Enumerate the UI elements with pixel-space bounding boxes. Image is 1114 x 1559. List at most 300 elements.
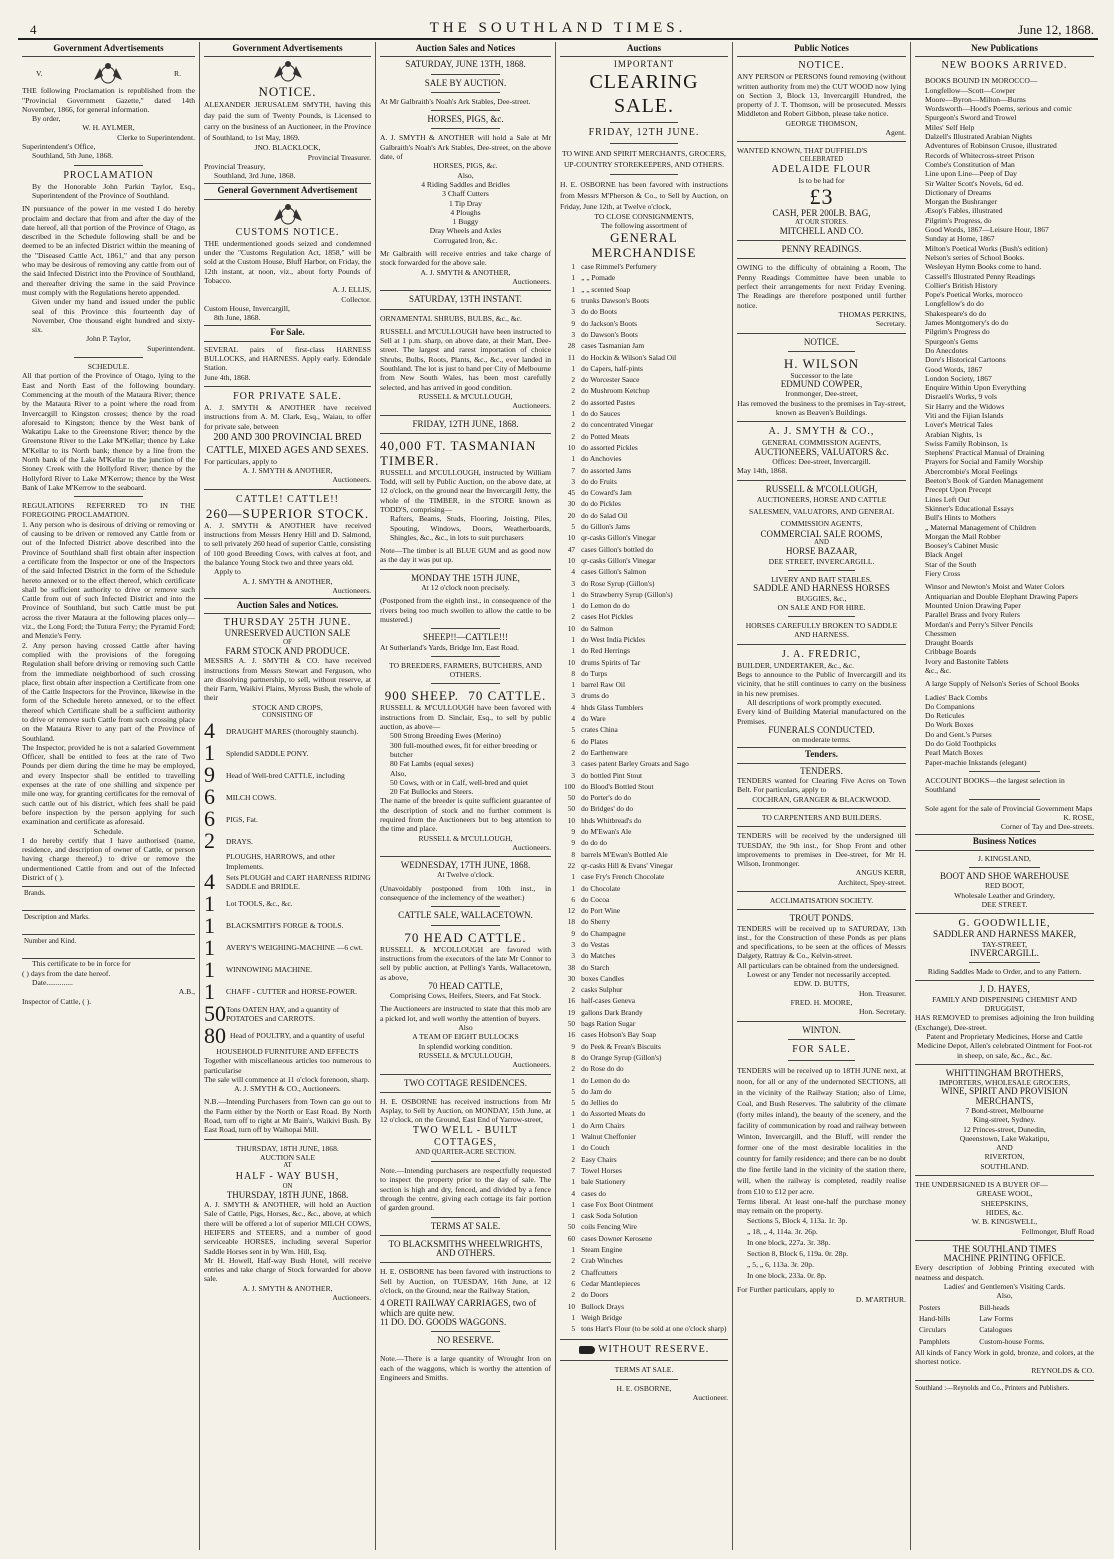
qty: 1	[571, 1109, 576, 1119]
table-row	[562, 804, 728, 813]
table-row	[917, 1325, 1092, 1334]
howell-note: Mr H. Howell, Half-way Bush Hotel, will receive entries and take charge of Stock forwarded for above sale.	[204, 1255, 371, 1284]
farm-sale-body: MESSRS A. J. SMYTH & CO. have received instructions from Messrs Stewart and Ferguson, who are dissolving partnership, to sell, without reserve, at their Farm, Waikivi Plains, Myross Bush, the whole of their	[204, 656, 371, 703]
table-row	[562, 1177, 728, 1186]
carpenters-body: TENDERS will be received by the undersigned till TUESDAY, the 9th inst., for Shop Front and other improvements to premises in Dee-street, for Mr H. Wilson, Ironmonger.	[737, 831, 906, 869]
item: do Sherry	[581, 917, 611, 927]
certificate-footer: ( ) days from the date hereof.	[22, 968, 111, 978]
secretary-title: Hon. Secretary.	[859, 1007, 906, 1017]
shrubs-heading: ORNAMENTAL SHRUBS, BULBS, &c., &c.	[380, 313, 522, 323]
list-item: „ 18, „ 4, 114a. 3r. 26p.	[747, 1227, 818, 1237]
stub-label: Number and Kind.	[22, 935, 195, 959]
item: do West India Pickles	[581, 634, 646, 644]
item-count: 4	[204, 718, 215, 744]
item: do assorted Pickles	[581, 442, 638, 452]
item: do Dawson's Boots	[581, 329, 638, 339]
qty: 2	[571, 397, 576, 407]
table-row	[562, 1279, 728, 1288]
qty: 3	[571, 307, 576, 317]
item: do Coward's Jam	[581, 488, 632, 498]
table-row	[562, 1234, 728, 1243]
section-heading: Auction Sales and Notices	[380, 42, 551, 57]
table-row	[562, 703, 728, 712]
item: do do Salad Oil	[581, 510, 628, 520]
cash-per-bag: CASH, PER 200LB. BAG,	[772, 208, 871, 219]
table-row	[562, 307, 728, 316]
book-item: Pilgrim's Progress do	[925, 327, 990, 337]
item: bags Ration Sugar	[581, 1019, 636, 1029]
qty: 10	[567, 815, 576, 825]
table-row	[562, 861, 728, 870]
qty: 1	[571, 1245, 576, 1255]
table-row	[917, 1337, 1092, 1346]
given-under-hand: Given under my hand and issued under the public seal of this Province this fourteenth day of November, One thousand eight hundred and sixty-six.	[32, 297, 195, 335]
qty: 8	[571, 849, 576, 859]
item: do Cocoa	[581, 894, 610, 904]
osborne-body: H. E. OSBORNE has been favored with instructions from Messrs M'Pherson & Co., to Sell by Auction, on Friday, June 12th, at Twelve o'clock,	[560, 179, 728, 211]
terms: TERMS AT SALE.	[430, 1220, 501, 1231]
fellmonger: Fellmonger, Bluff Road	[1021, 1226, 1094, 1236]
table-row	[562, 477, 728, 486]
winton-body: TENDERS will be received up to 18TH JUNE next, at noon, for all or any of the undernoted SECTIONS, all in the vicinity of the Railway Station; also of Lime, Coal, and Bush Reserves. The salubrity of the climate (forty miles inland), the beauty of the scenery, and the facility of communication by road and railway between Winton, Invercargill, and the Bluff, will render the former one of the most desirable localities in the country for family residence; and there can be no doubt the fine fertile land in the vicinity of the station there, will, when the railway is completed, readily realise from £10 to £12 per acre.	[737, 1065, 906, 1196]
table-row	[562, 646, 728, 655]
qty: 1	[571, 1312, 576, 1322]
signatory-title: Secretary.	[875, 319, 906, 329]
sale-date: THURSDAY 25TH JUNE.	[223, 617, 352, 629]
item-count: 6	[204, 806, 215, 832]
ironmonger: Ironmonger, Dee-street,	[785, 389, 858, 399]
all-kinds: All kinds of Fancy Work in gold, bronze, and colors, at the shortest notice.	[915, 1347, 1094, 1367]
terms-liberal: Terms liberal. At least one-half the purchase money may remain on the property.	[737, 1196, 906, 1216]
book-item: Shakespeare's do do	[925, 308, 987, 318]
qty: 3	[571, 691, 576, 701]
invercargill: INVERCARGILL.	[970, 947, 1039, 958]
ladies-item: Do Work Boxes	[925, 720, 974, 730]
custom-house-date: 8th June, 1868.	[214, 313, 261, 323]
qty: 7	[571, 1165, 576, 1175]
pointing-hand-icon	[579, 1346, 595, 1354]
section-heading: General Government Advertisement	[204, 183, 371, 199]
commence: The sale will commence at 11 o'clock forenoon, sharp.	[204, 1074, 370, 1084]
book-item: Morgan the Bushranger	[925, 197, 997, 207]
item: Chaffcutters	[581, 1267, 618, 1277]
cattle-headline: 200 AND 300 PROVINCIAL BRED CATTLE, MIXED AGES AND SEXES.	[206, 431, 369, 456]
section-heading: New Publications	[915, 42, 1094, 57]
book-item: Dictionary of Dreams	[925, 187, 992, 197]
auctioneer-name: H. E. OSBORNE,	[616, 1383, 672, 1393]
item-count: 1	[204, 740, 215, 766]
penny-readings: PENNY READINGS.	[781, 244, 862, 255]
superior-body: A. J. SMYTH & ANOTHER have received instructions from Messrs Henry Hill and D. Salmond, to sell privately 260 head of superior Cattle, consisting of 100 good Breeding Cows, with calves at foot, and the balance Young Stock two and three years old.	[204, 520, 371, 567]
qty: 1	[571, 262, 576, 272]
supply-item: Chessmen	[925, 628, 957, 638]
column-government-2	[200, 42, 375, 1550]
qty: 2	[571, 1290, 576, 1300]
household-furniture: HOUSEHOLD FURNITURE AND EFFECTS	[216, 1046, 359, 1056]
kingsland: J. KINGSLAND,	[978, 853, 1031, 863]
book-item: Dore's Historical Cartoons	[925, 355, 1006, 365]
address-line: 7 Bond-street, Melbourne	[965, 1105, 1044, 1115]
item: do Peek & Frean's Biscuits	[581, 1041, 661, 1051]
timber-headline: 40,000 FT. TASMANIAN TIMBER.	[380, 437, 537, 468]
qty: 1	[571, 284, 576, 294]
qty: 4	[571, 1188, 576, 1198]
book-item: Combe's Constitution of Man	[925, 159, 1015, 169]
russell-mccullough: RUSSELL & M'COLLOUGH,	[765, 483, 878, 494]
gca: GENERAL COMMISSION AGENTS,	[762, 438, 881, 448]
item: do Matches	[581, 951, 616, 961]
table-row	[562, 1155, 728, 1164]
book-item: Good Words, 1867—Leisure Hour, 1867	[925, 225, 1049, 235]
customs-body: THE undermentioned goods seized and condemned under the "Customs Regulation Act, 1858," will be sold at the Custom House, Bluff Harbor, on Friday, the 12th instant, at noon, viz., about forty Pounds of Tobacco.	[204, 238, 371, 285]
general-merchandise: GENERAL MERCHANDISE	[591, 230, 697, 261]
stub-label: Description and Marks.	[22, 911, 195, 935]
cottage-note: Note.—Intending purchasers are respectfully requested to inspect the property prior to the day of sale. The section is high and dry, fenced, and divided by a fence through the centre, giving each cottage its fair portion of garden ground.	[380, 1166, 551, 1213]
architect-name: ANGUS KERR,	[855, 868, 906, 878]
list-item: 300 full-mouthed ewes, fit for either breeding or butcher	[390, 740, 538, 759]
table-row	[562, 680, 728, 689]
breeder-note: The name of the breeder is quite sufficient guarantee of the description of stock and no further comment is required from the Auctioneers but to beg attention to the time and place.	[380, 796, 551, 834]
list-item: 80 Fat Lambs (equal sexes)	[390, 759, 474, 769]
item: do Vestas	[581, 940, 610, 949]
auctioneer-title: Auctioneers.	[512, 401, 551, 411]
item: do Rose do do	[581, 1064, 624, 1074]
cowper: EDMUND COWPER,	[780, 379, 863, 390]
sheep-body: RUSSELL & M'CULLOUGH have been favored with instructions from D. Sinclair, Esq., to sell by public auction, as above—	[380, 703, 551, 732]
item: do do Fruits	[581, 476, 617, 486]
print-item: Bill-heads	[979, 1302, 1010, 1312]
book-item: Beeton's Book of Garden Management	[925, 476, 1044, 486]
item: do Red Herrings	[581, 646, 630, 656]
book-item: Æsop's Fables, illustrated	[925, 206, 1003, 216]
buggies: BUGGIES, &c.,	[796, 593, 847, 603]
signatory: W. H. AYLMER,	[82, 123, 135, 133]
by-order: By order,	[32, 114, 61, 124]
item: Steam Engine	[581, 1245, 623, 1255]
times-printing: THE SOUTHLAND TIMES	[952, 1243, 1057, 1254]
qty: 10	[567, 555, 576, 565]
book-item: Sunday at Home, 1867	[925, 234, 995, 244]
table-row	[562, 895, 728, 904]
sutherland: At Sutherland's Yards, Bridge Inn, East Road.	[380, 642, 519, 652]
table-row	[562, 985, 728, 994]
removed: Has removed the business to the premises in Tay-street, known as Beaven's Buildings.	[737, 398, 906, 418]
account-books: ACCOUNT BOOKS—the largest selection in Southland	[925, 775, 1065, 795]
apply-to: Apply to	[214, 567, 241, 577]
collector-name: A. J. ELLIS,	[332, 285, 371, 295]
hayes-body: HAS REMOVED to premises adjoining the Iron building (Exchange), Dee-street.	[915, 1013, 1094, 1032]
regulation-2: 2. Any person having crossed Cattle after having complied with the provisions of the foregoing Regulation shall before driving or removing such Cattle from the immediate neighborhood of such crossing place, first obtain after inspection a Certificate from one of the Cattle Inspectors for the Province, likewise in the form of the Schedule hereto annexed, or to the effect thereof which Certificate shall be a sufficient authority to drive or remove such Cattle from such crossing place on the Mataura River to any part of the Province of Southland.	[22, 640, 195, 743]
book-item: Skinner's Educational Essays	[925, 503, 1014, 513]
all-particulars: All particulars can be obtained from the undersigned.	[737, 960, 899, 970]
farm-item	[204, 720, 371, 742]
qty: 1	[571, 680, 576, 690]
item: do Ware	[581, 714, 606, 724]
private-sale-body: A. J. SMYTH & ANOTHER have received instructions from A. M. Clark, Esq., Waiau, to offer for private sale, between	[204, 402, 371, 431]
table-row	[562, 906, 728, 915]
fredric-body: Begs to announce to the Public of Invercargill and its vicinity, that he still continues to carry on the business in his new premises.	[737, 670, 906, 698]
item: do Port Wine	[581, 906, 621, 916]
item: do do Pickles	[581, 499, 621, 509]
qty: 3	[571, 759, 576, 769]
qty: 2	[571, 1256, 576, 1266]
item: Easy Chairs	[581, 1154, 617, 1164]
item: cases do	[581, 1188, 606, 1198]
table-row	[562, 1290, 728, 1299]
certificate-date: Date..............	[32, 977, 73, 987]
farm-item	[204, 830, 371, 852]
farm-item	[204, 1000, 371, 1026]
also: Also,	[996, 1291, 1013, 1301]
table-row	[562, 1268, 728, 1277]
sheep-count: 900 SHEEP.	[384, 688, 459, 704]
table-row	[562, 432, 728, 441]
item: Bullock Drays	[581, 1301, 624, 1311]
print-item: Catalogues	[979, 1325, 1013, 1335]
table-row	[562, 296, 728, 305]
our-stores: AT OUR STORES.	[795, 218, 848, 226]
certificate-stub	[22, 886, 195, 959]
qty: 1	[571, 1075, 576, 1085]
item: cases patent Barley Groats and Sago	[581, 759, 689, 769]
table-row	[562, 375, 728, 384]
qty: 9	[571, 928, 576, 938]
section-heading: Government Advertisements	[204, 42, 371, 57]
no-reserve: NO RESERVE.	[437, 1335, 494, 1346]
book-item: Abercrombie's Moral Feelings	[925, 466, 1018, 476]
signatory: THOMAS PERKINS,	[838, 309, 906, 319]
item: bale Stationery	[581, 1177, 626, 1187]
table-row	[562, 1222, 728, 1231]
unavoid: (Unavoidably postponed from 10th inst., in consequence of the inclemency of the weather.)	[380, 883, 551, 903]
qty: 7	[571, 465, 576, 475]
item: hhds Whitbread's do	[581, 815, 642, 825]
address-line: RIVERTON,	[984, 1152, 1025, 1162]
qty: 2	[571, 431, 576, 441]
blacksmiths-body: H. E. OSBORNE has been favored with instructions to Sell by Auction, on TUESDAY, 16th June, at 12 o'clock, on the Ground, near the Railway Station,	[380, 1267, 551, 1295]
qty: 2	[571, 612, 576, 622]
qty: 38	[567, 962, 576, 972]
table-row	[562, 1313, 728, 1322]
qty: 30	[567, 499, 576, 509]
item: „ „ scented Soap	[581, 284, 631, 294]
item: cases Gillon's bottled do	[581, 544, 654, 554]
table-row	[562, 386, 728, 395]
item: do Champagne	[581, 928, 626, 938]
item: cases Tasmanian Jam	[581, 341, 645, 351]
table-row	[562, 319, 728, 328]
lowest-tender: Lowest or any Tender not necessarily accepted.	[747, 970, 891, 980]
without-reserve	[560, 1344, 728, 1356]
table-row	[562, 454, 728, 463]
print-item: Hand-bills	[919, 1313, 951, 1323]
qty: 30	[567, 973, 576, 983]
list-item: „ 5, „ 6, 113a. 3r. 20p.	[747, 1260, 814, 1270]
regulation-1: 1. Any person who is desirous of driving or removing or of causing to be driven or removed any Cattle from or out of the Infected District above described into the Province of Southland shall first obtain after inspection a certificate from the Inspector or one of the Inspectors of the said Infected District in the form of the Schedule hereto annexed or to the effect thereof, which certificate shall be sufficient authority to drive or remove such Cattle from out of such Infected District and into the Province of Southland, but such Cattle must be put across the river Mataura at the following places only—viz., the Long Ford; the Tutura Ferry; the Pyramid Ford; and Menzie's Ferry.	[22, 519, 195, 641]
ladies-item: Do and Gent.'s Purses	[925, 729, 992, 739]
is-to-be-had: Is to be had for	[798, 175, 845, 185]
to-wine-merchants: TO WINE AND SPIRIT MERCHANTS, GROCERS, UP-COUNTRY STOREKEEPERS, AND OTHERS.	[562, 148, 726, 169]
qty: 1	[571, 1199, 576, 1209]
auctioneer-name: A. J. SMYTH & ANOTHER,	[420, 267, 511, 277]
item: „ „ Pomade	[581, 273, 616, 283]
may-date: May 14th, 1868.	[737, 466, 788, 476]
qty: 60	[567, 1233, 576, 1243]
table-row	[562, 737, 728, 746]
qty: 2	[571, 985, 576, 995]
sheep-list	[380, 731, 551, 796]
item-count: 50	[204, 1000, 226, 1026]
wine-merchants: WINE, SPIRIT AND PROVISION MERCHANTS,	[941, 1086, 1068, 1106]
item: barrel Raw Oil	[581, 680, 626, 690]
qty: 1	[571, 589, 576, 599]
section-heading: For Sale.	[204, 325, 371, 341]
qty: 5	[571, 725, 576, 735]
table-row	[562, 771, 728, 780]
item: cask Soda Solution	[581, 1211, 638, 1221]
item-desc: Splendid SADDLE PONY.	[226, 748, 309, 758]
book-item: Bull's Hints to Mothers	[925, 513, 996, 523]
sale-date: THURSDAY, 18TH JUNE, 1868.	[226, 1189, 349, 1200]
ladies-item: Do do Gold Toothpicks	[925, 739, 997, 749]
table-row	[562, 782, 728, 791]
qty: 2	[571, 420, 576, 430]
item-count: 1	[204, 890, 215, 916]
item-desc: DRAYS.	[226, 836, 253, 846]
item: Weigh Bridge	[581, 1312, 623, 1322]
print-item: Law Forms	[979, 1313, 1014, 1323]
auctioneer-name: A. J. SMYTH & ANOTHER,	[242, 466, 333, 476]
patent-medicines: Patent and Proprietary Medicines, Horse and Cattle Medicine Depot, Allen's celebrated Ointment for Foot-rot in sheep, on sale, &c., &c., &c.	[917, 1031, 1092, 1060]
table-row	[562, 748, 728, 757]
table-row	[562, 1256, 728, 1265]
dee-street: DEE STREET, INVERCARGILL.	[768, 556, 875, 566]
assortment: The following assortment of	[600, 220, 688, 230]
stub-label: Brands.	[22, 887, 195, 911]
trout-ponds: TROUT PONDS.	[789, 913, 854, 924]
item: drums Spirits of Tar	[581, 657, 641, 667]
harness-ad: SEVERAL pairs of first-class HARNESS BULLOCKS, and HARNESS. Apply early. Edendale Station.	[204, 344, 371, 373]
book-item: Adventures of Robinson Crusoe, illustrated	[925, 141, 1057, 151]
qty: 2	[571, 1267, 576, 1277]
auction-sale: AUCTION SALE	[259, 1152, 316, 1162]
qty: 19	[567, 1007, 576, 1017]
ladies-item: Paper-machie Inkstands (elegant)	[925, 757, 1027, 767]
table-row	[917, 1303, 1092, 1312]
list-item: 1 Tip Dray	[449, 198, 482, 208]
newspaper-title: THE SOUTHLAND TIMES.	[429, 20, 687, 36]
item: cases Gillon's Salmon	[581, 567, 647, 577]
table-row	[562, 669, 728, 678]
sale-date: WEDNESDAY, 17TH JUNE, 1868.	[400, 860, 531, 871]
treasurer-title: Provincial Treasurer.	[307, 152, 371, 162]
book-item: Do Anecdotes	[925, 345, 968, 355]
qty: 5	[571, 1324, 576, 1334]
importers: IMPORTERS, WHOLESALE GROCERS,	[938, 1078, 1071, 1088]
without-reserve-text: WITHOUT RESERVE.	[598, 1344, 710, 1356]
qty: 5	[571, 1086, 576, 1096]
table-row	[562, 443, 728, 452]
book-item: Pilgrim's Progress, do	[925, 215, 992, 225]
table-row	[562, 1143, 728, 1152]
on: ON	[282, 1182, 293, 1190]
architect-title: Architect, Spey-street.	[837, 877, 906, 887]
book-item: Spurgeon's Gems	[925, 336, 978, 346]
item: do Gillon's Jams	[581, 522, 631, 532]
ladies-list	[915, 693, 1094, 767]
item: do Jellies do	[581, 1098, 619, 1108]
item: trunks Dawson's Boots	[581, 296, 649, 306]
qty: 1	[571, 883, 576, 893]
rose-address: Corner of Tay and Dee-streets.	[1000, 822, 1094, 832]
livery: LIVERY AND BAIT STABLES.	[771, 574, 872, 584]
item: do Bridges' do do	[581, 804, 634, 814]
item: do Assorted Meats do	[581, 1109, 646, 1119]
list-item: Section 8, Block 6, 119a. 0r. 28p.	[747, 1249, 849, 1259]
qty: 2	[571, 1154, 576, 1164]
item: do Capers, half-pints	[581, 363, 643, 373]
sections-list	[737, 1215, 906, 1281]
qty: 3	[571, 476, 576, 486]
qty: 1	[571, 273, 576, 283]
sale-date: FRIDAY, 12TH JUNE.	[588, 126, 700, 138]
list-item: 4 Ploughs	[450, 207, 481, 217]
list-item: Also,	[390, 768, 407, 778]
item: do Porter's do do	[581, 793, 632, 803]
supply-item: Winsor and Newton's Moist and Water Colors	[925, 582, 1065, 592]
qty: 1	[571, 1143, 576, 1153]
qty: 6	[571, 736, 576, 746]
qty: 50	[567, 793, 576, 803]
table-row	[562, 917, 728, 926]
table-row	[562, 364, 728, 373]
table-row	[562, 1324, 728, 1333]
table-row	[562, 714, 728, 723]
item: do assorted Jams	[581, 465, 632, 475]
table-row	[562, 793, 728, 802]
item-count: 1	[204, 978, 215, 1004]
qty: 50	[567, 1222, 576, 1232]
table-row	[562, 353, 728, 362]
by-honorable: By the Honorable John Parkin Taylor, Esq., Superintendent of the Province of Southland.	[32, 181, 195, 200]
book-item: Sir Harry and the Widows	[925, 401, 1005, 411]
qty: 4	[571, 567, 576, 577]
table-row	[562, 1166, 728, 1175]
book-item: BOOKS BOUND IN MOROCCO—	[925, 76, 1038, 86]
qty: 50	[567, 804, 576, 814]
auctioneer-title: Auctioneers.	[512, 1060, 551, 1070]
table-row	[562, 929, 728, 938]
blacksmiths-note: Note.—There is a large quantity of Wrought Iron on each of the waggons, which is worthy the attention of Engineers and Smiths.	[380, 1354, 551, 1383]
book-item: Sir Walter Scott's Novels, 6d ed.	[925, 178, 1024, 188]
book-item: „ Maternal Management of Children	[925, 522, 1036, 532]
item-desc: AVERY'S WEIGHING-MACHINE —6 cwt.	[226, 943, 363, 953]
certificate-text: I do hereby certify that I have authorised (name, residence, and description of owner of Cattle, or person having charge thereof,) to drive or remove the undermentioned Cattle from and out of the Infected District of ( ).	[22, 835, 195, 883]
item: qr-casks Gillon's Vinegar	[581, 555, 656, 565]
book-item: Line upon Line—Peep of Day	[925, 169, 1017, 179]
every-description: Every description of Jobbing Printing executed with neatness and despatch.	[915, 1263, 1094, 1282]
print-list	[915, 1301, 1094, 1348]
qty: 1	[571, 1211, 576, 1221]
farm-item	[204, 808, 371, 830]
wilson: H. WILSON	[783, 355, 860, 371]
nelson-supply: A large Supply of Nelson's Series of School Books	[925, 679, 1080, 689]
item: cases Downer Kerosene	[581, 1233, 653, 1243]
qty: 3	[571, 951, 576, 961]
table-row	[562, 341, 728, 350]
funerals: FUNERALS CONDUCTED.	[768, 724, 875, 735]
item: tons Hart's Flour (to be sold at one o'clock sharp)	[581, 1324, 727, 1334]
